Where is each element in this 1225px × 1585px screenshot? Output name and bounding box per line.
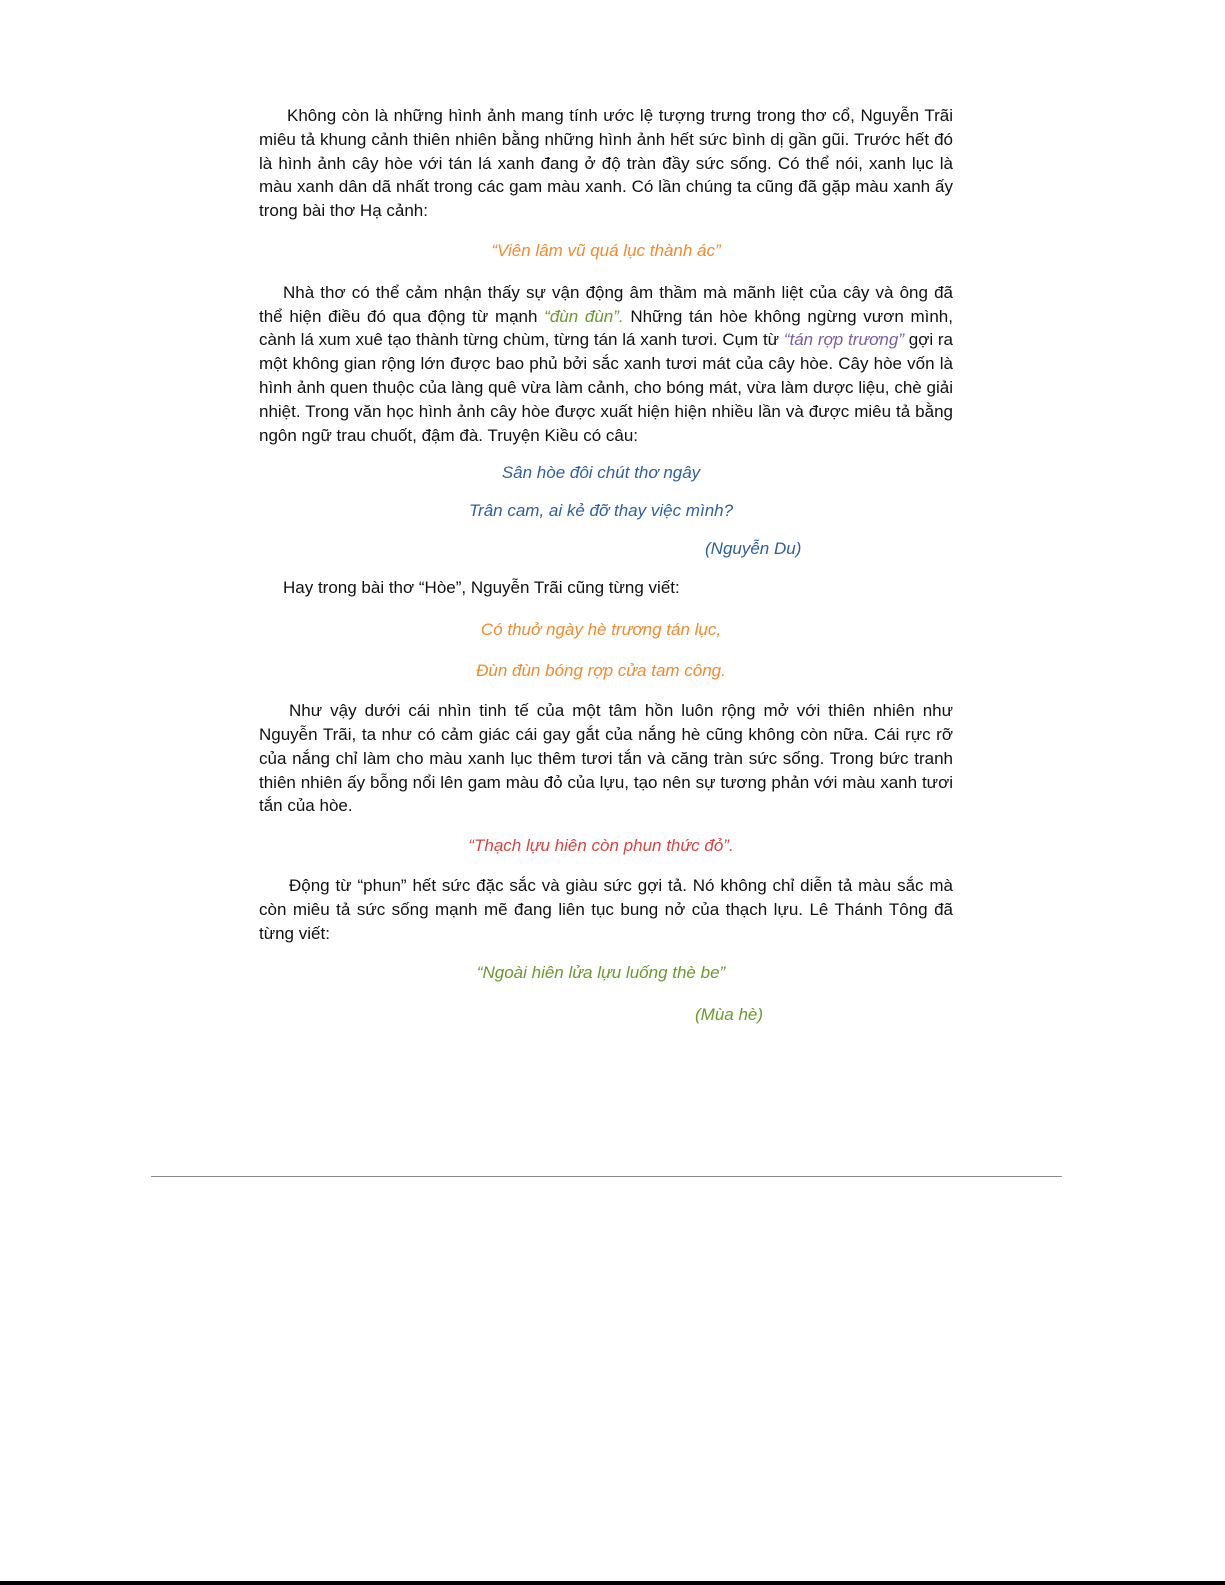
paragraph-nang-he: Như vậy dưới cái nhìn tinh tế của một tâm hồn luôn rộng mở với thiên nhiên như Nguyễn Trãi, ta như có cảm giác cái gay gắt của nắng hè cũng không còn nữa. Cái rực rỡ của nắng chỉ làm cho màu xanh lục thêm tươi tắn và căng tràn sức sống. Trong bức tranh thiên nhiên ấy bỗng nổi lên gam màu đỏ của lựu, tạo nên sự tương phản với màu xanh tươi tắn của hòe. xyxy=(259,701,953,816)
emphasis-dun-dun: “đùn đùn”. xyxy=(544,306,624,326)
paragraph-dun-dun xyxy=(259,281,953,448)
paragraph-phun: Động từ “phun” hết sức đặc sắc và giàu sức gợi tả. Nó không chỉ diễn tả màu sắc mà còn miêu tả sức sống mạnh mẽ đang liên tục bung nở của thạch lựu. Lê Thánh Tông đã từng viết: xyxy=(259,875,953,943)
kieu-verse-line-1: Sân hòe đôi chút thơ ngây xyxy=(501,463,701,483)
paragraph-dun-dun-text-2: Những tán hòe không ngừng vươn mình, cành lá xum xuê tạo thành từng chùm, từng tán lá xanh tươi. Cụm từ xyxy=(259,306,953,350)
hoe-verse-line-2: Đùn đùn bóng rợp cửa tam công. xyxy=(476,661,726,681)
hoe-verse-line-1: Có thuở ngày hè trương tán lục, xyxy=(480,619,722,639)
paragraph-dun-dun-text-3: gợi ra một không gian rộng lớn được bao phủ bởi sắc xanh tươi mát của cây hòe. Cây hòe vốn là hình ảnh quen thuộc của làng quê vừa làm cảnh, cho bóng mát, vừa làm dược liệu, chè giải nhiệt. Trong văn học hình ảnh cây hòe được xuất hiện hiện nhiều lần và được miêu tả bằng ngôn ngữ trau chuốt, đậm đà. Truyện Kiều có câu: xyxy=(259,330,953,445)
paragraph-intro: Không còn là những hình ảnh mang tính ước lệ tượng trưng trong thơ cổ, Nguyễn Trãi miêu tả khung cảnh thiên nhiên bằng những hình ảnh hết sức bình dị gần gũi. Trước hết đó là hình ảnh cây hòe với tán lá xanh đang ở độ tràn đầy sức sống. Có thể nói, xanh lục là màu xanh dân dã nhất trong các gam màu xanh. Có lần chúng ta cũng đã gặp màu xanh ấy trong bài thơ Hạ cảnh: xyxy=(259,106,953,221)
paragraph-dun-dun-text-1: Nhà thơ có thể cảm nhận thấy sự vận động âm thầm mà mãnh liệt của cây và ông đã thể hiện điều đó qua động từ mạnh xyxy=(259,282,953,326)
paragraph-hoe-poem: Hay trong bài thơ “Hòe”, Nguyễn Trãi cũng từng viết: xyxy=(283,577,680,597)
kieu-attribution: (Nguyễn Du) xyxy=(705,538,802,558)
page-bottom-edge xyxy=(0,1581,1225,1585)
kieu-verse-line-2: Trân cam, ai kẻ đỡ thay việc mình? xyxy=(468,501,734,521)
quote-vien-lam: “Viên lâm vũ quá lục thành ác” xyxy=(491,240,721,260)
quote-thach-luu: “Thạch lựu hiên còn phun thức đỏ”. xyxy=(468,836,734,856)
document-body xyxy=(259,104,953,1027)
footer-divider xyxy=(151,1176,1062,1177)
quote-ngoai-hien: “Ngoài hiên lửa lựu luống thè be” xyxy=(476,963,726,983)
emphasis-tan-rop-truong: “tán rợp trương” xyxy=(783,330,904,350)
quote-ngoai-hien-attribution: (Mùa hè) xyxy=(695,1005,764,1025)
